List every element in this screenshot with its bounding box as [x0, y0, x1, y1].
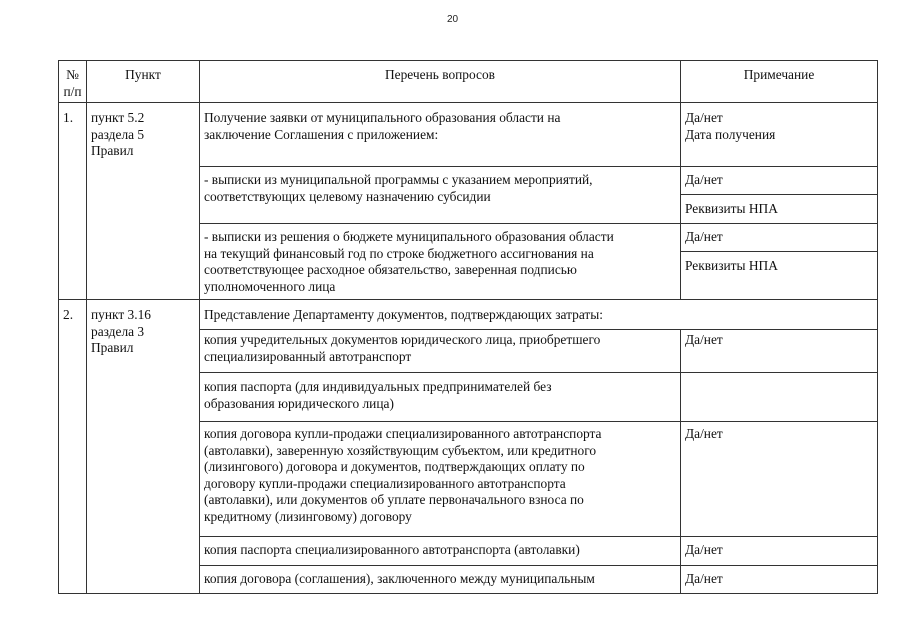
- table-row: [59, 103, 878, 167]
- header-questions: Перечень вопросов: [200, 61, 681, 103]
- table-row: [59, 300, 878, 330]
- header-note: Примечание: [681, 61, 878, 103]
- note-cell: Реквизиты НПА: [681, 252, 878, 300]
- header-number: № п/п: [59, 61, 87, 103]
- question-cell: Получение заявки от муниципального образования области на заключение Соглашения с приложением:: [200, 103, 681, 167]
- question-cell: копия договора купли-продажи специализированного автотранспорта (автолавки), заверенную хозяйствующим субъектом, или кредитного (лизингового) договора и документов, подтверждающих оплату по договору купли-продажи специализированного автотранспорта (автолавки), или документов об уплате первоначального взноса по кредитному (лизинговому) договору: [200, 422, 681, 537]
- question-cell: - выписки из муниципальной программы с указанием мероприятий, соответствующих целевому назначению субсидии: [200, 167, 681, 224]
- section-2-clause: пункт 3.16 раздела 3 Правил: [87, 300, 200, 594]
- note-cell: Да/нет: [681, 422, 878, 537]
- note-cell: Реквизиты НПА: [681, 195, 878, 224]
- note-cell: Да/нет: [681, 167, 878, 195]
- note-cell: [681, 373, 878, 422]
- note-cell: Да/нет: [681, 537, 878, 566]
- question-cell: копия учредительных документов юридического лица, приобретшего специализированный автотранспорт: [200, 330, 681, 373]
- question-cell: копия паспорта специализированного автотранспорта (автолавки): [200, 537, 681, 566]
- note-cell: Да/нет Дата получения: [681, 103, 878, 167]
- section-1-clause: пункт 5.2 раздела 5 Правил: [87, 103, 200, 300]
- page-number: 20: [446, 14, 459, 25]
- question-cell: - выписки из решения о бюджете муниципального образования области на текущий финансовый год по строке бюджетного ассигнования на соответствующее расходное обязательство, заверенная подписью уполномоченного лица: [200, 224, 681, 300]
- note-cell: Да/нет: [681, 330, 878, 373]
- section-1-number: 1.: [59, 103, 87, 300]
- question-cell: копия паспорта (для индивидуальных предпринимателей без образования юридического лица): [200, 373, 681, 422]
- note-cell: Да/нет: [681, 224, 878, 252]
- section-2-intro: Представление Департаменту документов, подтверждающих затраты:: [200, 300, 878, 330]
- checklist-table: [58, 60, 878, 594]
- section-2-number: 2.: [59, 300, 87, 594]
- note-cell: Да/нет: [681, 566, 878, 594]
- question-cell: копия договора (соглашения), заключенного между муниципальным: [200, 566, 681, 594]
- table-header-row: [59, 61, 878, 103]
- header-clause: Пункт: [87, 61, 200, 103]
